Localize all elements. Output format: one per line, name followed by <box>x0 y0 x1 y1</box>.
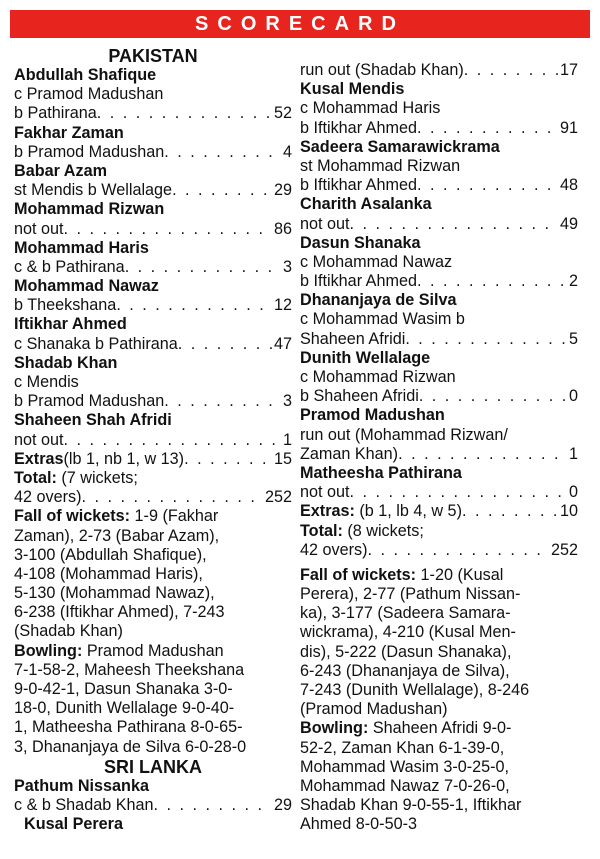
batter-name: Fakhar Zaman <box>14 123 124 142</box>
batter-name: Iftikhar Ahmed <box>14 315 127 334</box>
batter-name: Pramod Madushan <box>300 406 445 425</box>
fow-line: 6-238 (Iftikhar Ahmed), 7-243 <box>14 603 225 622</box>
batter-name: Dasun Shanaka <box>300 233 421 252</box>
batter-score-line: b Theekshana . . . 12 <box>14 296 292 315</box>
left-column <box>14 46 292 834</box>
fow-line: 7-243 (Dunith Wellalage), 8-246 <box>300 681 530 699</box>
batter-score-line: not out . . . 49 <box>300 215 578 234</box>
batter-name: Shadab Khan <box>14 353 118 372</box>
total-line: Total: (8 wickets; <box>300 521 424 540</box>
fow-line: 6-243 (Dhananjaya de Silva), <box>300 661 510 680</box>
batter-score-line: b Iftikhar Ahmed . . . 48 <box>300 176 578 195</box>
batter-name: Charith Asalanka <box>300 195 432 214</box>
batter-score-line: not out . . . 0 <box>300 483 578 502</box>
batter-score-line: c Shanaka b Pathirana . . . 47 <box>14 335 292 354</box>
bowling-line: Mohammad Nawaz 7-0-26-0, <box>300 776 510 795</box>
fow-line: 3-100 (Abdullah Shafique), <box>14 545 207 564</box>
team-heading-pakistan: PAKISTAN <box>108 46 198 66</box>
bowling-line: 9-0-42-1, Dasun Shanaka 3-0- <box>14 680 233 698</box>
bowling-line: Shadab Khan 9-0-55-1, Iftikhar <box>300 796 522 815</box>
bowling-figures: Bowling: Shaheen Afridi 9-0- <box>300 719 512 738</box>
batter-score-line: run out (Shadab Khan) . . . 17 <box>300 61 578 80</box>
batter-name: Babar Azam <box>14 161 107 180</box>
extras-line: Extras: (b 1, lb 4, w 5) . . . 10 <box>300 502 578 521</box>
fow-line: wickrama), 4-210 (Kusal Men- <box>300 623 516 642</box>
fow-line: 4-108 (Mohammad Haris), <box>14 564 203 583</box>
batter-name: Sadeera Samarawickrama <box>300 137 500 156</box>
dismissal-line: c Mohammad Nawaz <box>300 252 453 271</box>
fow-line: (Pramod Madushan) <box>300 700 448 719</box>
dismissal-line: c Mohammad Haris <box>300 99 441 118</box>
batter-name: Mohammad Rizwan <box>14 200 165 219</box>
batter-score-line: c & b Shadab Khan . . . 29 <box>14 796 292 815</box>
bowling-figures: Bowling: Pramod Madushan <box>14 641 224 660</box>
batter-name: Kusal Mendis <box>300 80 405 99</box>
dismissal-line: run out (Mohammad Rizwan/ <box>300 425 508 444</box>
right-column <box>300 61 578 835</box>
fall-of-wickets: Fall of wickets: 1-9 (Fakhar <box>14 507 219 526</box>
bowling-line: 52-2, Zaman Khan 6-1-39-0, <box>300 738 505 757</box>
fall-of-wickets: Fall of wickets: 1-20 (Kusal <box>300 565 504 584</box>
batter-name: Dunith Wellalage <box>300 348 431 367</box>
batter-score-line: c & b Pathirana . . . 3 <box>14 258 292 277</box>
batter-score-line: b Pramod Madushan . . . 3 <box>14 392 292 411</box>
batter-name: Dhananjaya de Silva <box>300 291 457 310</box>
batter-score-line: b Iftikhar Ahmed . . . 2 <box>300 272 578 291</box>
batter-score-line: st Mendis b Wellalage . . . 29 <box>14 181 292 200</box>
batter-name: Matheesha Pathirana <box>300 463 462 482</box>
bowling-line: 18-0, Dunith Wellalage 9-0-40- <box>14 699 235 718</box>
dismissal-line: c Mendis <box>14 373 79 391</box>
batter-name: Pathum Nissanka <box>14 776 149 795</box>
total-line: Total: (7 wickets; <box>14 468 138 487</box>
dismissal-line: c Mohammad Rizwan <box>300 368 456 386</box>
extras-line: Extras(lb 1, nb 1, w 13) . . . 15 <box>14 450 292 469</box>
fow-line: dis), 5-222 (Dasun Shanaka), <box>300 642 512 661</box>
batter-score-line: not out . . . 1 <box>14 431 292 450</box>
batter-score-line: b Iftikhar Ahmed . . . 91 <box>300 119 578 138</box>
fow-line: 5-130 (Mohammad Nawaz), <box>14 584 215 603</box>
dismissal-line: c Mohammad Wasim b <box>300 310 465 329</box>
fow-line: Perera), 2-77 (Pathum Nissan- <box>300 585 521 604</box>
batter-name: Shaheen Shah Afridi <box>14 411 172 430</box>
batter-name: Mohammad Haris <box>14 238 149 257</box>
batter-name: Mohammad Nawaz <box>14 277 159 296</box>
batter-name: Kusal Perera <box>24 815 123 834</box>
bowling-line: Ahmed 8-0-50-3 <box>300 815 417 834</box>
bowling-line: 3, Dhananjaya de Silva 6-0-28-0 <box>14 737 247 756</box>
fow-line: (Shadab Khan) <box>14 622 123 641</box>
fow-line: Zaman), 2-73 (Babar Azam), <box>14 526 220 545</box>
fow-line: ka), 3-177 (Sadeera Samara- <box>300 604 511 623</box>
batter-score-line: Shaheen Afridi . . . 5 <box>300 330 578 349</box>
batter-score-line: not out . . . 86 <box>14 220 292 239</box>
bowling-line: Mohammad Wasim 3-0-25-0, <box>300 757 509 776</box>
batter-score-line: b Shaheen Afridi . . . 0 <box>300 387 578 406</box>
batter-score-line: b Pramod Madushan . . . 4 <box>14 143 292 162</box>
bowling-line: 1, Matheesha Pathirana 8-0-65- <box>14 718 243 737</box>
total-score-line: 42 overs) . . . 252 <box>300 541 578 560</box>
batter-name: Abdullah Shafique <box>14 66 157 84</box>
scorecard-banner: SCORECARD <box>10 10 590 38</box>
batter-score-line: Zaman Khan) . . . 1 <box>300 445 578 464</box>
dismissal-line: st Mohammad Rizwan <box>300 156 461 175</box>
bowling-line: 7-1-58-2, Maheesh Theekshana <box>14 660 245 679</box>
batter-score-line: b Pathirana . . . 52 <box>14 104 292 123</box>
total-score-line: 42 overs) . . . 252 <box>14 488 292 507</box>
team-heading-srilanka: SRI LANKA <box>104 756 202 777</box>
dismissal-line: c Pramod Madushan <box>14 85 164 104</box>
